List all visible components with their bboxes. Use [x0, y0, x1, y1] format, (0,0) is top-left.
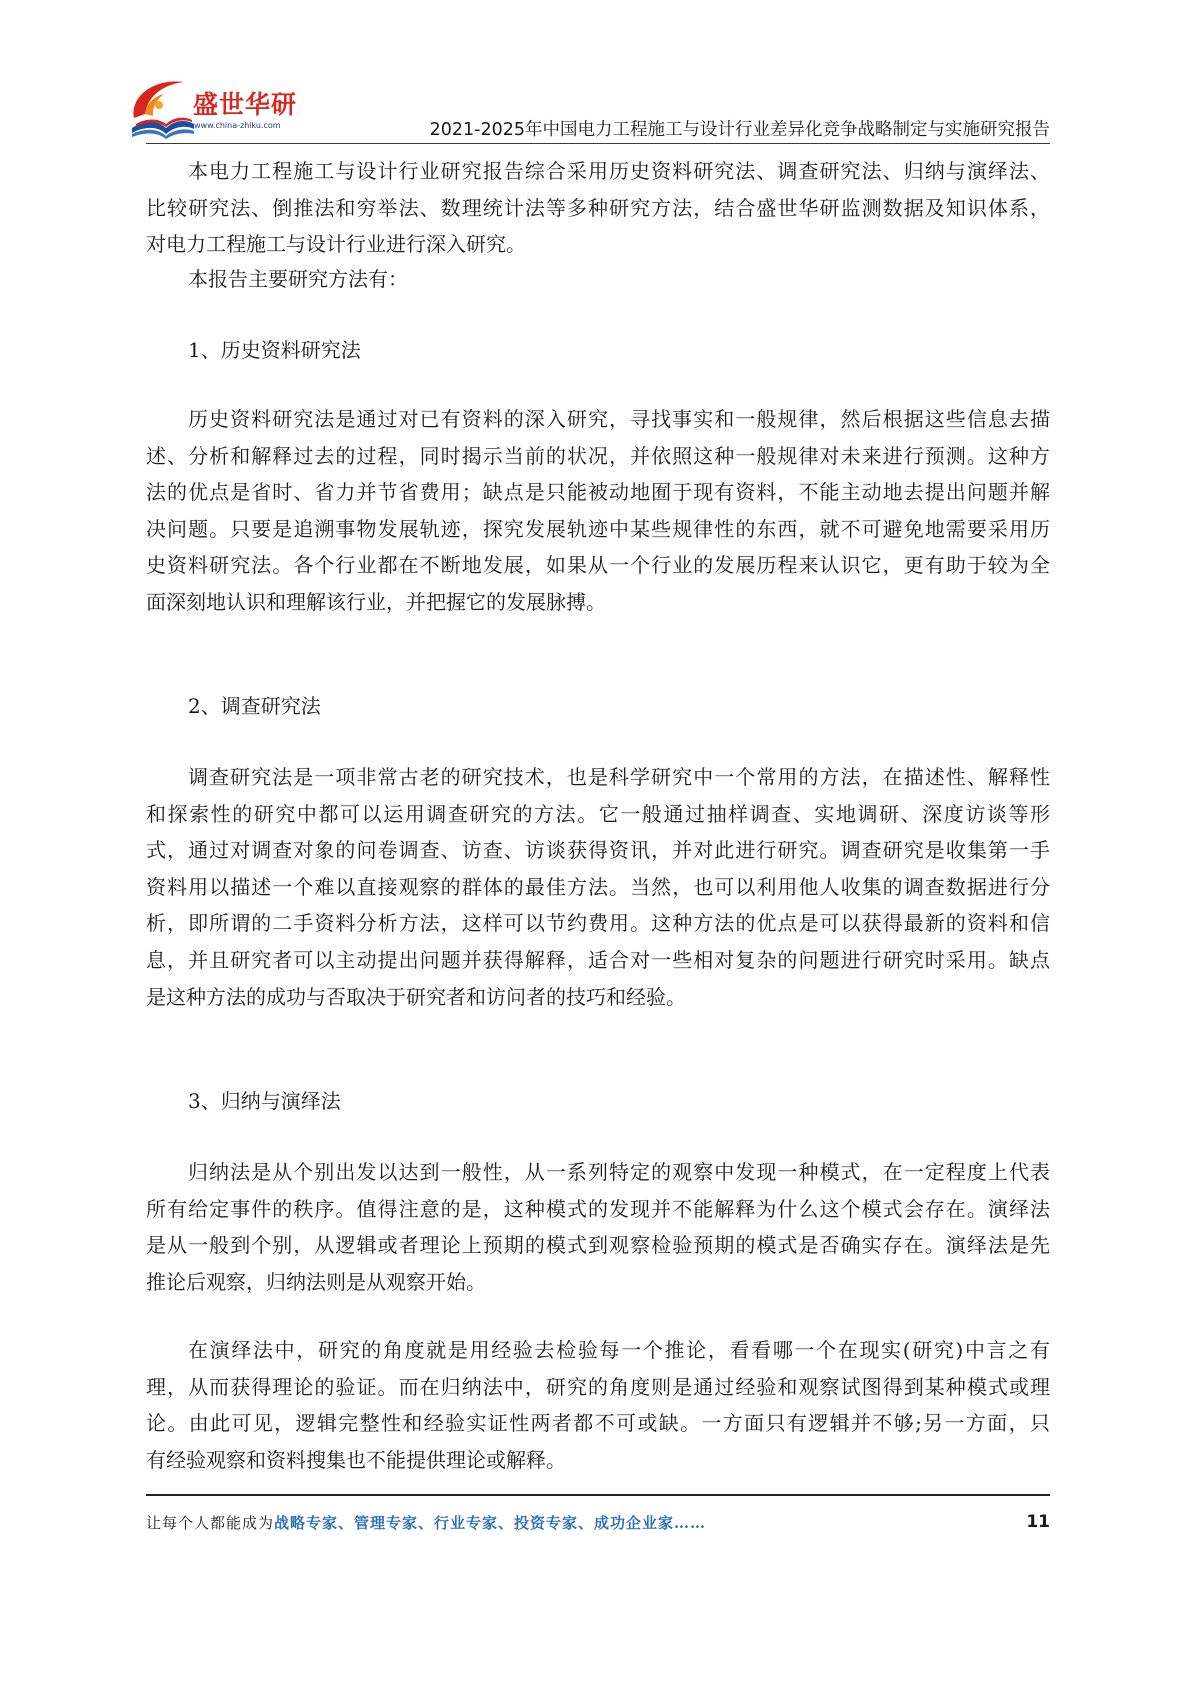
logo-wordmark: 盛世华研 [193, 90, 298, 119]
intro-paragraph [146, 153, 1050, 263]
text-line: 本电力工程施工与设计行业研究报告综合采用历史资料研究法、调查研究法、归纳与演绎法、 [188, 159, 1050, 183]
footer-slogan [146, 1512, 706, 1534]
text-line: 推论后观察，归纳法则是从观察开始。 [146, 1269, 486, 1294]
logo-url: www.china-zhiku.com [194, 121, 281, 130]
header-divider [146, 143, 1050, 144]
body-paragraph [146, 759, 1050, 1015]
body-paragraph [146, 1154, 1050, 1300]
text-line: 调查研究法是一项非常古老的研究技术，也是科学研究中一个常用的方法，在描述性、解释性 [188, 765, 1050, 789]
footer-divider [146, 1494, 1050, 1496]
text-line: 资料用以描述一个难以直接观察的群体的最佳方法。当然，也可以利用他人收集的调查数据进行分 [146, 874, 1050, 899]
text-line: 面深刻地认识和理解该行业，并把握它的发展脉搏。 [146, 589, 606, 614]
text-line: 述、分析和解释过去的过程，同时揭示当前的状况，并依照这种一般规律对未来进行预测。这种方 [146, 443, 1050, 468]
text-line: 在演绎法中，研究的角度就是用经验去检验每一个推论，看看哪一个在现实(研究)中言之有 [188, 1338, 1050, 1362]
logo-swoosh-icon [128, 74, 198, 144]
methods-intro-paragraph [146, 261, 1050, 298]
text-line: 论。由此可见，逻辑完整性和经验实证性两者都不可或缺。一方面只有逻辑并不够;另一方面，只 [146, 1411, 1050, 1436]
text-line: 是这种方法的成功与否取决于研究者和访问者的技巧和经验。 [146, 984, 686, 1009]
slogan-prefix: 让每个人都能成为 [146, 1514, 275, 1532]
text-line: 本报告主要研究方法有： [188, 267, 408, 291]
section-heading [146, 688, 1050, 725]
text-line: 史资料研究法。各个行业都在不断地发展，如果从一个行业的发展历程来认识它，更有助于较为全 [146, 553, 1050, 578]
heading-text: 2、调查研究法 [188, 694, 321, 718]
text-line: 息，并且研究者可以主动提出问题并获得解释，适合对一些相对复杂的问题进行研究时采用。缺点 [146, 947, 1050, 972]
text-line: 法的优点是省时、省力并节省费用；缺点是只能被动地囿于现有资料，不能主动地去提出问题并解 [146, 480, 1050, 505]
body-paragraph [146, 401, 1050, 621]
text-line: 有经验观察和资料搜集也不能提供理论或解释。 [146, 1447, 566, 1472]
text-line: 历史资料研究法是通过对已有资料的深入研究，寻找事实和一般规律，然后根据这些信息去描 [188, 407, 1050, 431]
report-title: 2021-2025年中国电力工程施工与设计行业差异化竞争战略制定与实施研究报告 [429, 120, 1050, 140]
text-line: 理，从而获得理论的验证。而在归纳法中，研究的角度则是通过经验和观察试图得到某种模式或理 [146, 1374, 1050, 1399]
text-line: 析，即所谓的二手资料分析方法，这样可以节约费用。这种方法的优点是可以获得最新的资料和信 [146, 911, 1050, 936]
text-line: 式，通过对调查对象的问卷调查、访查、访谈获得资讯，并对此进行研究。调查研究是收集第一手 [146, 838, 1050, 863]
slogan-highlight: 战略专家、管理专家、行业专家、投资专家、成功企业家…… [274, 1514, 707, 1532]
text-line: 所有给定事件的秩序。值得注意的是，这种模式的发现并不能解释为什么这个模式会存在。演绎法 [146, 1196, 1050, 1221]
text-line: 是从一般到个别，从逻辑或者理论上预期的模式到观察检验预期的模式是否确实存在。演绎法是先 [146, 1233, 1050, 1258]
page-number: 11 [1026, 1512, 1050, 1532]
text-line: 归纳法是从个别出发以达到一般性，从一系列特定的观察中发现一种模式，在一定程度上代表 [188, 1160, 1050, 1184]
body-paragraph [146, 1332, 1050, 1478]
section-heading [146, 1083, 1050, 1120]
heading-text: 1、历史资料研究法 [188, 338, 361, 362]
text-line: 比较研究法、倒推法和穷举法、数理统计法等多种研究方法，结合盛世华研监测数据及知识体系， [146, 195, 1050, 220]
section-heading [146, 332, 1050, 369]
text-line: 对电力工程施工与设计行业进行深入研究。 [146, 232, 526, 257]
heading-text: 3、归纳与演绎法 [188, 1089, 341, 1113]
text-line: 决问题。只要是追溯事物发展轨迹，探究发展轨迹中某些规律性的东西，就不可避免地需要采用历 [146, 516, 1050, 541]
text-line: 和探索性的研究中都可以运用调查研究的方法。它一般通过抽样调查、实地调研、深度访谈等形 [146, 801, 1050, 826]
